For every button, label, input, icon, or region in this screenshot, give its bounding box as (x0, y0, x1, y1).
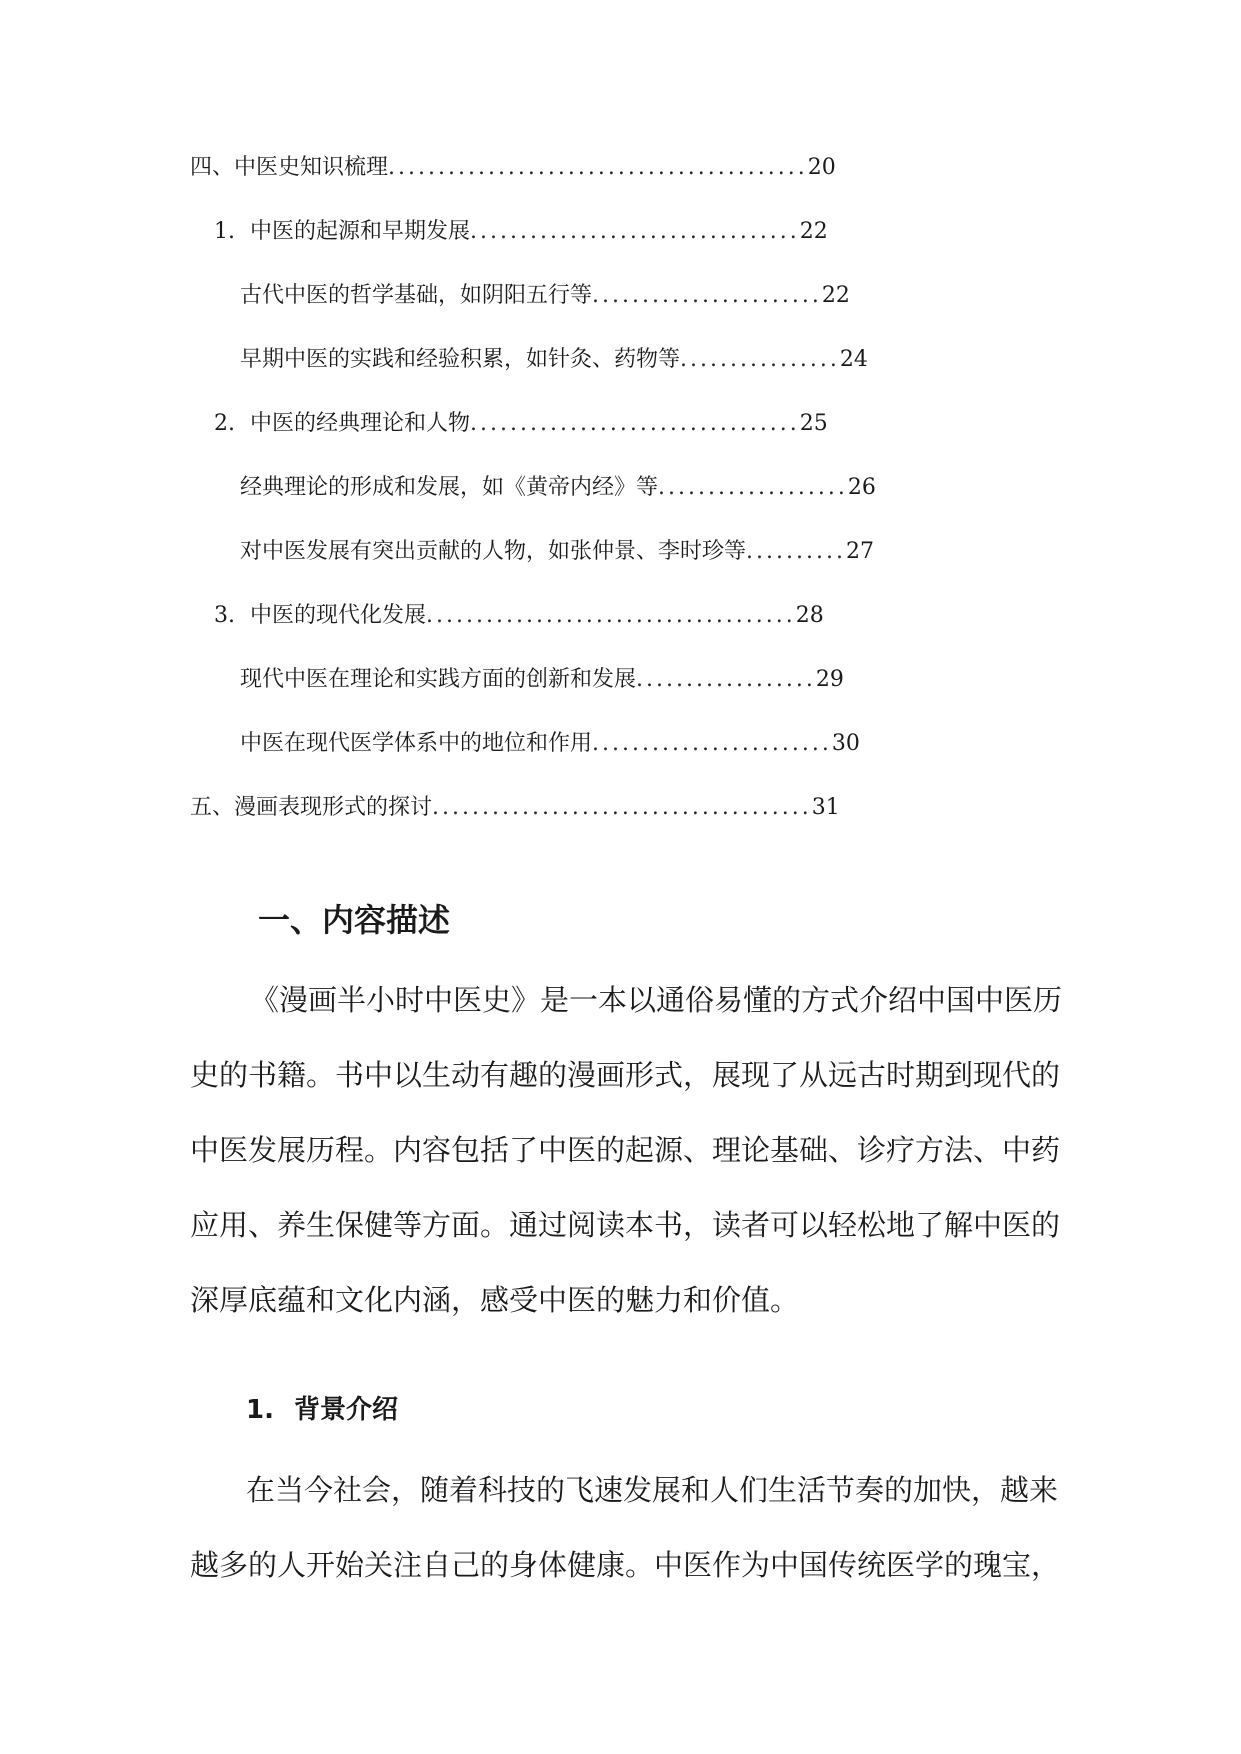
body-line: 史的书籍。书中以生动有趣的漫画形式，展现了从远古时期到现代的 (190, 1058, 1061, 1092)
toc-entry-title: 中医的起源和早期发展 (250, 219, 471, 244)
toc-page-number: 22 (821, 283, 850, 308)
toc-leader-dots: ................................. (470, 219, 800, 244)
toc-page-number: 26 (847, 475, 876, 500)
toc-leader-dots: ........................ (592, 731, 832, 756)
section-heading: 一、内容描述 (258, 901, 451, 939)
body-line: 应用、养生保健等方面。通过阅读本书，读者可以轻松地了解中医的 (190, 1208, 1061, 1242)
toc-entry-4-1-a[interactable] (240, 276, 1040, 316)
toc-entry-number: 2. (214, 411, 235, 436)
body-line: 越多的人开始关注自己的身体健康。中医作为中国传统医学的瑰宝， (190, 1548, 1061, 1582)
toc-entry-title: 古代中医的哲学基础，如阴阳五行等 (240, 283, 593, 308)
toc-entry-4-2-a[interactable] (240, 468, 1070, 508)
toc-leader-dots: ..................................... (426, 603, 796, 628)
toc-entry-title: 中医的经典理论和人物 (250, 411, 471, 436)
toc-page-number: 30 (831, 731, 860, 756)
toc-leader-dots: ................ (680, 347, 840, 372)
body-line: 在当今社会，随着科技的飞速发展和人们生活节奏的加快，越来 (246, 1473, 1059, 1507)
body-line: 《漫画半小时中医史》是一本以通俗易懂的方式介绍中国中医历 (250, 983, 1063, 1017)
toc-leader-dots: .......................................... (388, 155, 808, 180)
toc-entry-4[interactable] (190, 148, 1020, 188)
toc-entry-4-2-b[interactable] (240, 532, 1040, 572)
toc-entry-title: 经典理论的形成和发展，如《黄帝内经》等 (240, 475, 659, 500)
toc-page-number: 20 (807, 155, 836, 180)
toc-leader-dots: .......... (746, 539, 846, 564)
toc-entry-title: 五、漫画表现形式的探讨 (190, 795, 433, 820)
toc-page-number: 24 (839, 347, 868, 372)
toc-page-number: 22 (799, 219, 828, 244)
toc-entry-title: 早期中医的实践和经验积累，如针灸、药物等 (240, 347, 681, 372)
toc-entry-title: 中医在现代医学体系中的地位和作用 (240, 731, 593, 756)
toc-entry-4-3-a[interactable] (240, 660, 1040, 700)
toc-entry-5[interactable] (190, 788, 1020, 828)
toc-entry-4-3-b[interactable] (240, 724, 1040, 764)
toc-page-number: 25 (799, 411, 828, 436)
toc-entry-title: 中医的现代化发展 (250, 603, 427, 628)
toc-entry-title: 现代中医在理论和实践方面的创新和发展 (240, 667, 637, 692)
toc-page-number: 27 (845, 539, 874, 564)
toc-leader-dots: ................................. (470, 411, 800, 436)
toc-page-number: 29 (815, 667, 844, 692)
body-line: 中医发展历程。内容包括了中医的起源、理论基础、诊疗方法、中药 (190, 1133, 1061, 1167)
toc-entry-4-1[interactable] (214, 212, 1014, 252)
toc-leader-dots: ....................... (592, 283, 822, 308)
subsection-heading (246, 1390, 398, 1430)
toc-page-number: 31 (811, 795, 840, 820)
body-line: 深厚底蕴和文化内涵，感受中医的魅力和价值。 (190, 1283, 800, 1317)
toc-entry-4-2[interactable] (214, 404, 1014, 444)
toc-entry-title: 四、中医史知识梳理 (190, 155, 389, 180)
toc-leader-dots: ................... (658, 475, 848, 500)
toc-entry-number: 3. (214, 603, 235, 628)
toc-entry-4-3[interactable] (214, 596, 1014, 636)
subsection-title: 背景介绍 (293, 1395, 398, 1425)
toc-page-number: 28 (795, 603, 824, 628)
toc-entry-number: 1. (214, 219, 235, 244)
toc-entry-title: 对中医发展有突出贡献的人物，如张仲景、李时珍等 (240, 539, 747, 564)
toc-entry-4-1-b[interactable] (240, 340, 1060, 380)
toc-leader-dots: .................. (636, 667, 816, 692)
subsection-number: 1. (246, 1395, 274, 1425)
toc-leader-dots: ...................................... (432, 795, 812, 820)
